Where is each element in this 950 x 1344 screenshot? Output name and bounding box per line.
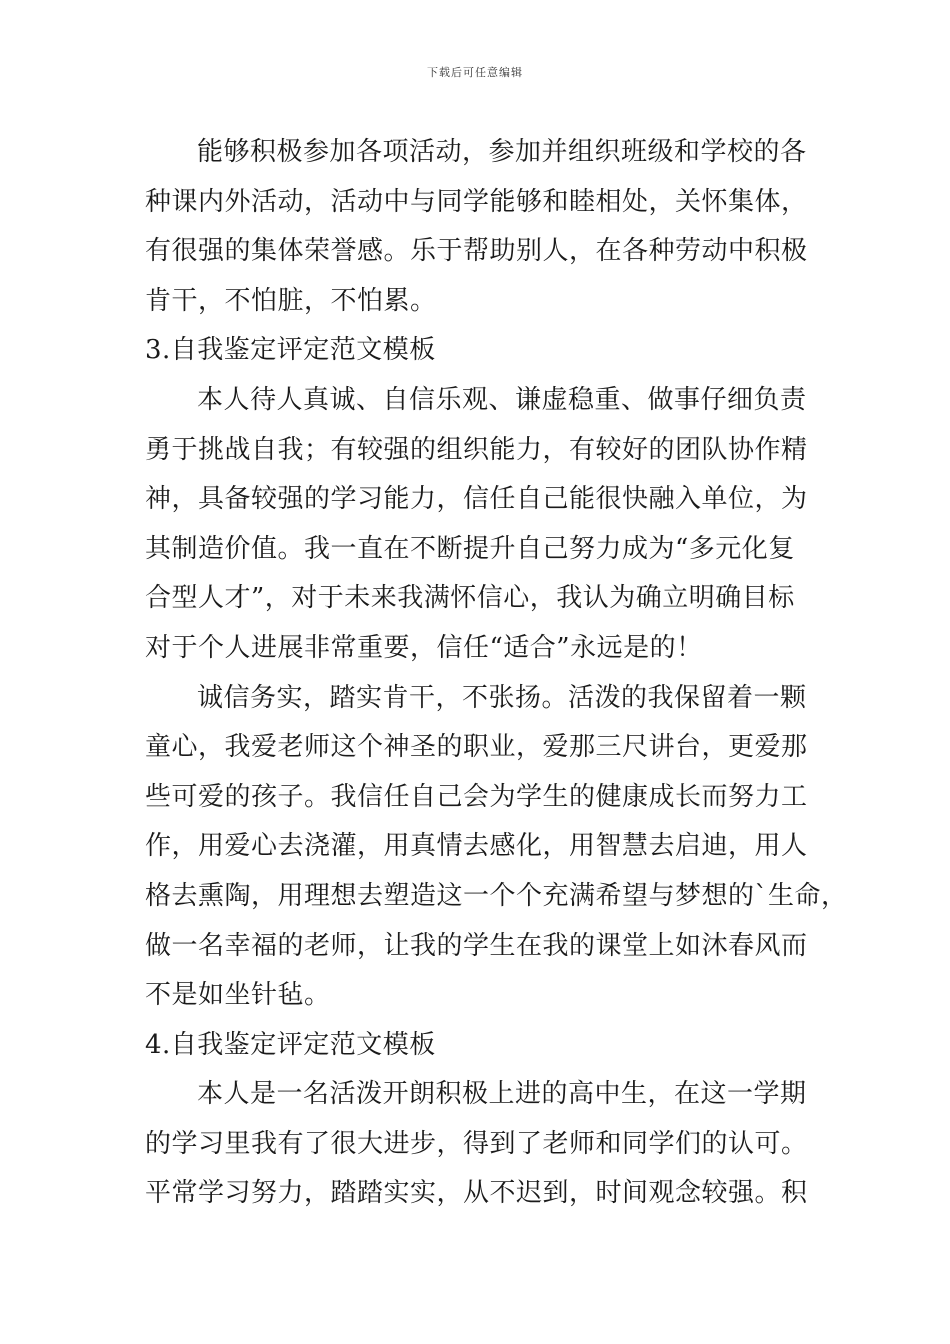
text-line: 童心，我爱老师这个神圣的职业，爱那三尺讲台，更爱那 (145, 732, 808, 763)
page-header: 下载后可任意编辑 (427, 66, 523, 79)
text-line: 诚信务实，踏实肯干，不张扬。活泼的我保留着一颗 (197, 682, 807, 713)
text-line: 对于个人进展非常重要，信任“适合”永远是的！ (145, 632, 703, 663)
text-line: 神，具备较强的学习能力，信任自己能很快融入单位，为 (145, 484, 808, 515)
text-line: 合型人才”，对于未来我满怀信心，我认为确立明确目标 (145, 583, 795, 614)
text-line: 平常学习努力，踏踏实实，从不迟到，时间观念较强。积 (145, 1178, 808, 1209)
text-line: 有很强的集体荣誉感。乐于帮助别人，在各种劳动中积极 (145, 236, 808, 267)
text-line: 些可爱的孩子。我信任自己会为学生的健康成长而努力工 (145, 781, 808, 812)
text-line: 格去熏陶，用理想去塑造这一个个充满希望与梦想的`生命， (145, 880, 848, 911)
text-line: 肯干，不怕脏，不怕累。 (145, 285, 437, 316)
text-line: 做一名幸福的老师，让我的学生在我的课堂上如沐春风而 (145, 930, 808, 961)
text-line: 4.自我鉴定评定范文模板 (145, 1029, 436, 1060)
text-line: 其制造价值。我一直在不断提升自己努力成为“多元化复 (145, 533, 795, 564)
text-line: 种课内外活动，活动中与同学能够和睦相处，关怀集体， (145, 186, 808, 217)
document-body (145, 128, 848, 1219)
text-line: 的学习里我有了很大进步，得到了老师和同学们的认可。 (145, 1128, 808, 1159)
text-line: 作，用爱心去浇灌，用真情去感化，用智慧去启迪，用人 (145, 831, 808, 862)
text-line: 本人是一名活泼开朗积极上进的高中生，在这一学期 (197, 1079, 807, 1110)
text-line: 3.自我鉴定评定范文模板 (145, 335, 436, 366)
text-line: 能够积极参加各项活动，参加并组织班级和学校的各 (197, 137, 807, 167)
text-line: 不是如坐针毡。 (145, 980, 331, 1011)
text-line: 本人待人真诚、自信乐观、谦虚稳重、做事仔细负责 (197, 384, 807, 415)
text-line: 勇于挑战自我；有较强的组织能力，有较好的团队协作精 (145, 434, 808, 465)
